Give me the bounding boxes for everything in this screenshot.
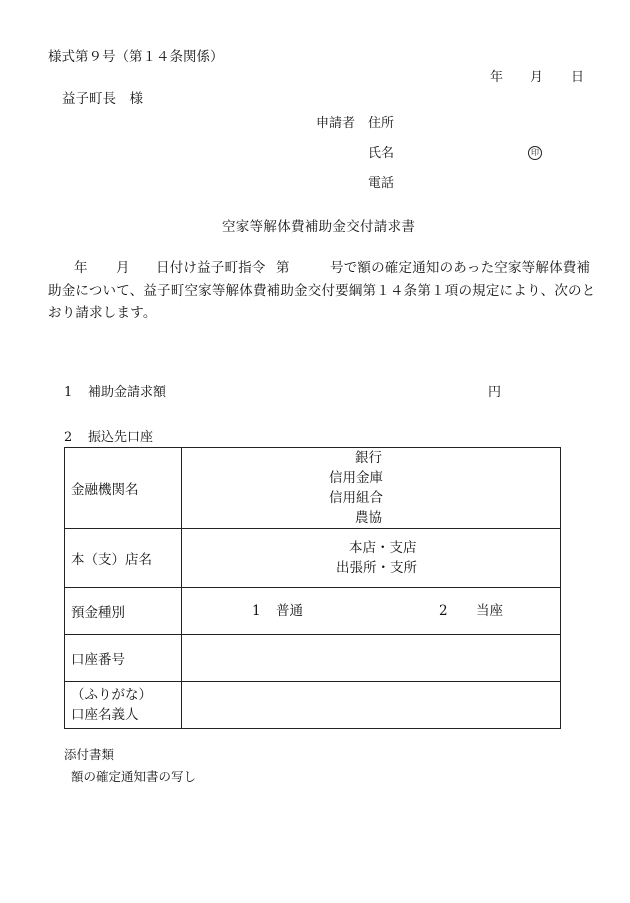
branch-name-label: 本（支）店名 — [65, 529, 182, 588]
account-holder-cell — [182, 682, 561, 729]
paragraph-line-1 — [48, 258, 591, 280]
option-main-branch: 本店・支店 — [349, 540, 417, 556]
phone-label: 電話 — [368, 176, 395, 191]
body-text-1: 日付け益子町指令 — [156, 260, 266, 276]
request-paragraph — [48, 258, 596, 324]
deposit-opt2-number: 2 — [439, 603, 448, 619]
document-title: 空家等解体費補助金交付請求書 — [222, 219, 416, 235]
item1-label: 補助金請求額 — [88, 385, 167, 400]
paragraph-line-3: おり請求します。 — [48, 305, 157, 321]
body-year: 年 — [74, 260, 88, 276]
body-month: 月 — [116, 260, 130, 276]
deposit-ordinary: 普通 — [276, 603, 303, 619]
table-row — [65, 588, 561, 635]
account-number-label: 口座番号 — [65, 635, 182, 682]
table-row — [65, 529, 561, 588]
deposit-type-cell — [182, 588, 561, 635]
table-row — [65, 682, 561, 729]
bank-type-options — [182, 448, 560, 528]
holder-label: 口座名義人 — [71, 707, 139, 723]
name-label: 氏名 — [368, 146, 395, 161]
branch-name-cell — [182, 529, 561, 588]
option-office: 出張所・支所 — [336, 560, 417, 576]
item1-unit: 円 — [488, 385, 502, 400]
branch-type-options — [182, 538, 560, 578]
applicant-label: 申請者 — [316, 116, 356, 131]
deposit-type-label: 預金種別 — [65, 588, 182, 635]
item2-number: 2 — [64, 430, 73, 445]
item2-label: 振込先口座 — [88, 430, 154, 445]
option-shinkin: 信用金庫 — [329, 470, 383, 486]
bank-account-table — [64, 447, 561, 729]
seal-mark: 印 — [528, 146, 542, 160]
body-text-2: 号で額の確定通知のあった空家等解体費補 — [330, 260, 591, 276]
body-dai: 第 — [276, 260, 290, 276]
date-day: 日 — [571, 70, 585, 85]
paragraph-line-2: 助金について、益子町空家等解体費補助金交付要綱第１４条第１項の規定により、次のと — [48, 283, 596, 299]
attachment-item: 額の確定通知書の写し — [71, 769, 197, 784]
deposit-current: 当座 — [476, 603, 503, 619]
furigana-label: （ふりがな） — [71, 687, 152, 703]
addressee: 益子町長 様 — [62, 91, 143, 107]
account-number-cell — [182, 635, 561, 682]
bank-name-cell — [182, 448, 561, 529]
item1-number: 1 — [64, 385, 73, 400]
option-bank: 銀行 — [355, 450, 382, 466]
account-holder-label — [65, 682, 182, 729]
address-label: 住所 — [368, 116, 395, 131]
option-ja: 農協 — [355, 510, 382, 526]
option-credit-union: 信用組合 — [329, 490, 383, 506]
form-number: 様式第９号（第１４条関係） — [48, 49, 224, 65]
attachments-heading: 添付書類 — [64, 747, 115, 762]
bank-name-label: 金融機関名 — [65, 448, 182, 529]
date-year: 年 — [490, 70, 504, 85]
date-month: 月 — [530, 70, 544, 85]
table-row — [65, 448, 561, 529]
deposit-opt1-number: 1 — [252, 603, 261, 619]
table-row — [65, 635, 561, 682]
